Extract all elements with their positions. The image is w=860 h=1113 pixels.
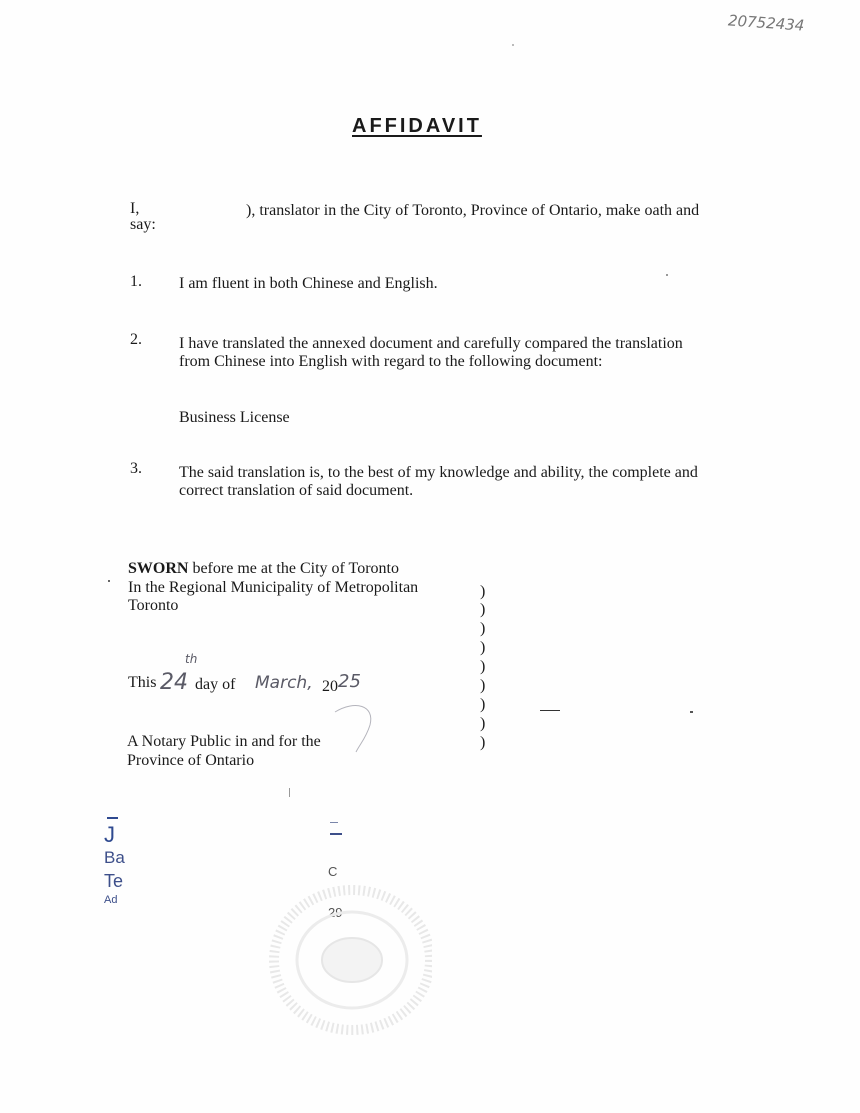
date-day-suffix: th [185,652,198,666]
document-name: Business License [179,409,290,426]
stamp-dash [330,822,338,823]
bracket-mark: ) [480,734,486,751]
stamp-dash [330,833,342,835]
item-text: I have translated the annexed document and carefully compared the translation [179,335,683,352]
item-text: correct translation of said document. [179,482,414,499]
item-text: from Chinese into English with regard to the following document: [179,353,603,370]
stamp-fragment: C [328,864,338,879]
intro-line1: ), translator in the City of Toronto, Province of Ontario, make oath and [246,202,700,219]
bracket-mark: ) [480,601,486,618]
scan-speck [512,44,514,46]
bracket-mark: ) [480,620,486,637]
stamp-fragment: Ad [104,894,118,906]
sworn-line2: In the Regional Municipality of Metropolitan [128,579,419,596]
item-text: The said translation is, to the best of my knowledge and ability, the complete and [179,464,698,481]
scan-speck [666,274,668,276]
date-this: This [128,674,157,691]
bracket-mark: ) [480,639,486,656]
date-year-prefix: 20 [322,678,338,695]
item-number: 1. [130,273,142,290]
bracket-mark: ) [480,696,486,713]
item-number: 2. [130,331,142,348]
intro-i: I, [130,200,140,217]
sworn-rest: before me at the City of Toronto [188,560,399,577]
stamp-fragment: Ba [104,848,125,867]
item-number: 3. [130,460,142,477]
sworn-bold: SWORN [128,560,189,577]
sworn-line3: Toronto [128,597,179,614]
bracket-mark: ) [480,677,486,694]
stray-mark [690,711,693,713]
stamp-bar [107,817,118,819]
bracket-mark: ) [480,715,486,732]
stamp-fragment: 29 [328,905,343,920]
bracket-mark: ) [480,658,486,675]
scan-speck [108,580,110,582]
document-title: AFFIDAVIT [352,115,482,137]
date-month-handwritten: March, [255,673,313,693]
date-day-of: day of [195,676,236,693]
date-day-handwritten: 24 [160,670,188,695]
stamp-fragment: J [104,822,115,847]
signature-dash [540,710,560,711]
item-text: I am fluent in both Chinese and English. [179,275,438,292]
sworn-line1 [128,559,399,578]
bracket-mark: ) [480,583,486,600]
notary-line2: Province of Ontario [127,752,255,769]
notary-line1: A Notary Public in and for the [127,733,321,750]
date-year-handwritten: 25 [338,671,361,692]
stamp-tick [289,788,290,797]
corner-annotation: 20752434 [727,11,805,35]
embossed-seal [262,885,432,1035]
signature-stroke [330,700,380,755]
stamp-fragment: Te [104,871,124,891]
intro-line2: say: [130,216,156,233]
